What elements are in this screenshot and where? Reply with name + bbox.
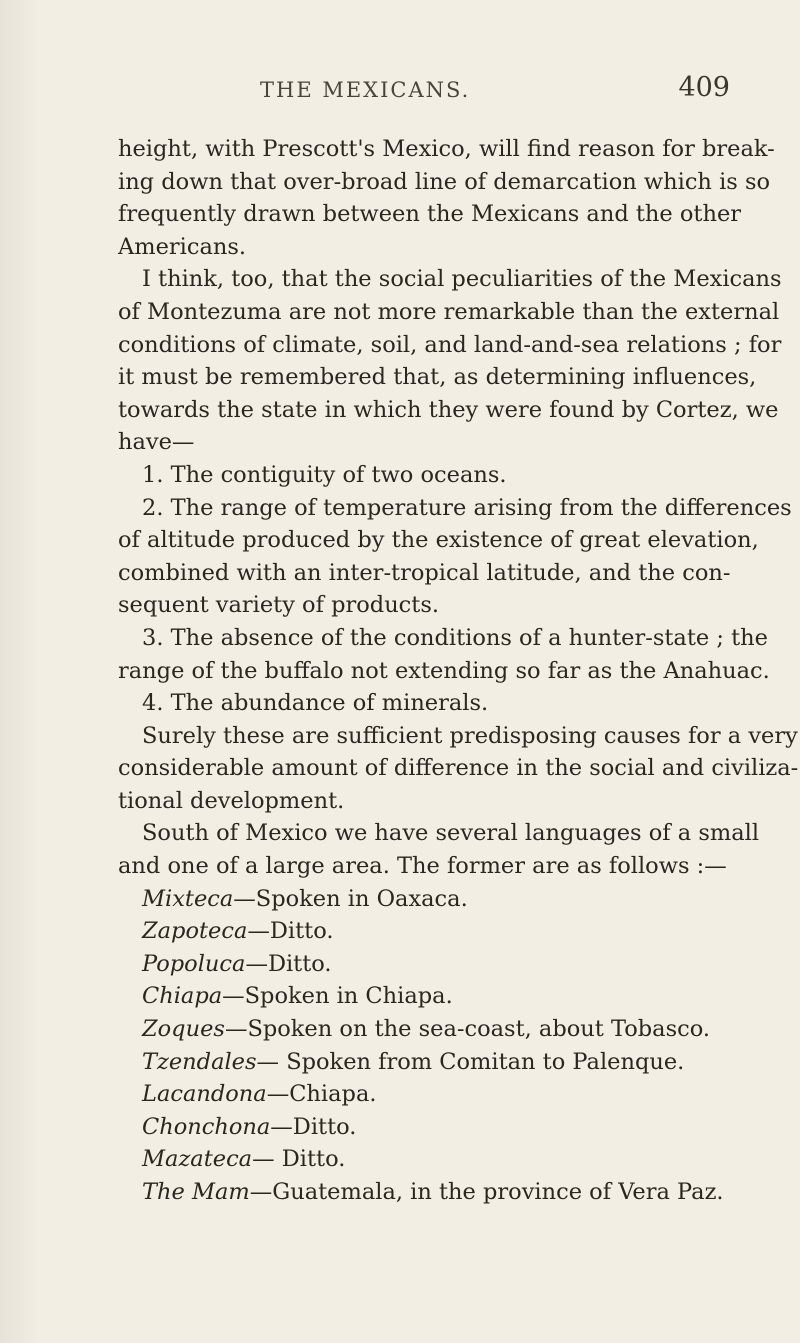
language-desc: — Spoken from Comitan to Palenque. xyxy=(256,1048,685,1075)
text-line: combined with an inter-tropical latitude, and the con- xyxy=(118,559,731,586)
page-number: 409 xyxy=(678,72,730,103)
language-entry xyxy=(118,948,758,981)
list-item: 1. The contiguity of two oceans. xyxy=(142,461,507,488)
text-line: it must be remembered that, as determining influences, xyxy=(118,364,757,391)
text-line: ing down that over-broad line of demarcation which is so xyxy=(118,168,771,195)
language-entry xyxy=(118,1078,758,1111)
body-text xyxy=(118,133,799,1209)
text-line: considerable amount of difference in the social and civiliza- xyxy=(118,755,799,782)
text-line: tional development. xyxy=(118,787,345,814)
language-desc: —Ditto. xyxy=(247,918,334,945)
language-name: Mazateca xyxy=(142,1146,253,1173)
language-name: The Mam xyxy=(142,1179,250,1205)
running-title: THE MEXICANS. xyxy=(260,78,471,102)
running-head xyxy=(110,72,730,118)
list-item: 3. The absence of the conditions of a hunter-state ; the xyxy=(142,624,768,651)
language-entry xyxy=(118,1111,758,1144)
language-desc: —Ditto. xyxy=(270,1113,357,1140)
language-name: Zapoteca xyxy=(142,918,248,945)
text-line: have— xyxy=(118,429,195,456)
language-entry xyxy=(118,1046,758,1079)
text-line: of Montezuma are not more remarkable than the external xyxy=(118,298,780,325)
text-line: of altitude produced by the existence of great elevation, xyxy=(118,527,759,554)
language-name: Mixteca xyxy=(142,885,234,912)
page-edge-shadow xyxy=(0,0,40,1343)
text-line: frequently drawn between the Mexicans and the other xyxy=(118,201,742,228)
language-desc: —Spoken in Oaxaca. xyxy=(233,885,468,912)
text-line: Surely these are sufficient predisposing causes for a very xyxy=(142,722,798,749)
language-name: Tzendales xyxy=(142,1048,257,1075)
text-line: I think, too, that the social peculiarities of the Mexicans xyxy=(142,266,782,293)
list-item: 4. The abundance of minerals. xyxy=(142,690,489,717)
language-desc: —Spoken in Chiapa. xyxy=(222,983,453,1010)
language-entry xyxy=(118,1013,758,1046)
language-name: Chonchona xyxy=(142,1113,271,1140)
language-entry xyxy=(118,1176,758,1209)
language-desc: —Spoken on the sea-coast, about Tobasco. xyxy=(224,1016,711,1043)
language-name: Zoques xyxy=(142,1016,225,1043)
language-desc: —Chiapa. xyxy=(266,1081,377,1108)
language-desc: —Guatemala, in the province of Vera Paz. xyxy=(249,1179,724,1205)
text-line: Americans. xyxy=(118,233,247,260)
language-entry xyxy=(118,1143,758,1176)
text-line: conditions of climate, soil, and land-and-sea relations ; for xyxy=(118,331,782,358)
list-item: 2. The range of temperature arising from the differences xyxy=(142,494,792,521)
language-name: Chiapa xyxy=(142,983,223,1010)
text-line: South of Mexico we have several languages of a small xyxy=(142,820,760,847)
text-line: and one of a large area. The former are as follows :— xyxy=(118,853,727,880)
language-name: Lacandona xyxy=(142,1081,267,1108)
language-entry xyxy=(118,883,758,916)
text-line: range of the buffalo not extending so far as the Anahuac. xyxy=(118,657,770,684)
text-line: towards the state in which they were found by Cortez, we xyxy=(118,396,779,423)
language-desc: — Ditto. xyxy=(252,1146,346,1173)
language-entry xyxy=(118,980,758,1013)
text-line: sequent variety of products. xyxy=(118,592,440,619)
language-entry xyxy=(118,915,758,948)
language-desc: —Ditto. xyxy=(245,950,332,977)
language-name: Popoluca xyxy=(142,950,246,977)
text-line: height, with Prescott's Mexico, will find reason for break- xyxy=(118,136,775,162)
